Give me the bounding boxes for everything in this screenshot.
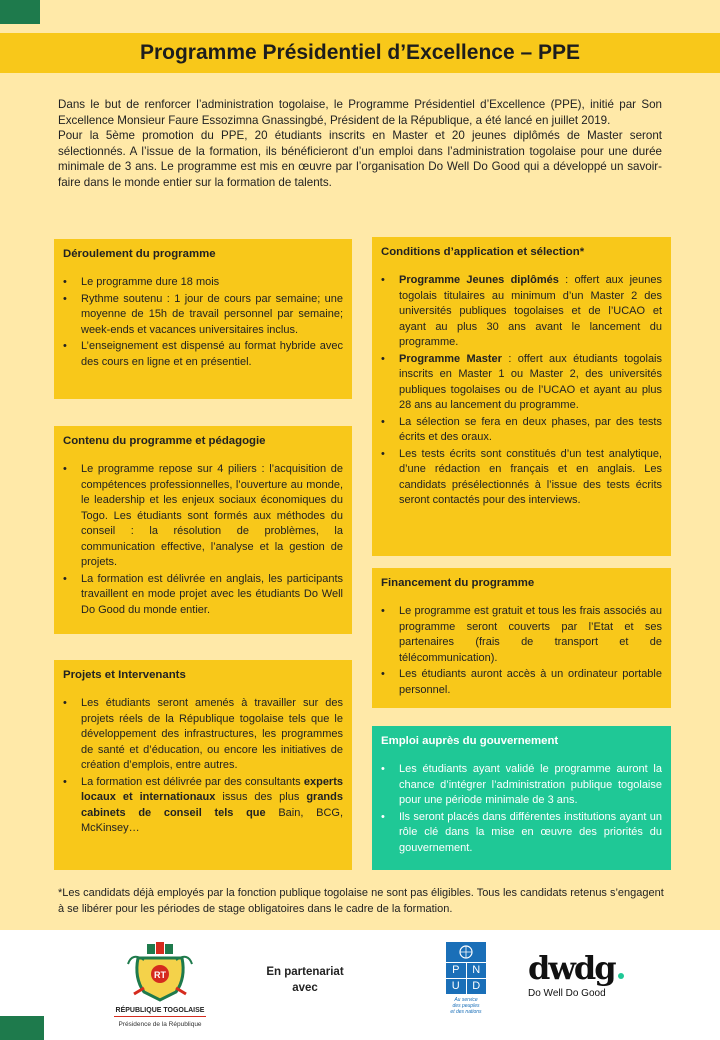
list-item-text: : offert aux étudiants togolais inscrits en Master 1 ou Master 2, des universités publiques togolaises ou de l’UCAO et ayant au plus 28 ans au lancement du programme. xyxy=(399,352,663,411)
undp-letter: U xyxy=(446,979,466,994)
intro-paragraph-2: Pour la 5ème promotion du PPE, 20 étudiants inscrits en Master et 20 jeunes diplômés de Master seront sélectionnés. A l’issue de la formation, ils bénéficieront d’un emploi dans l’administration togolaise pour une durée minimale de 3 ans. Le programme est mis en œuvre par l’organisation Do Well Do Good qui a développé un savoir-faire dans le monde entier sur la formation de talents. xyxy=(58,129,662,189)
bullet-list xyxy=(63,462,343,618)
undp-tagline: Au service xyxy=(454,997,478,1003)
page-title: Programme Présidentiel d’Excellence – PPE xyxy=(0,33,720,73)
list-item: • Les étudiants seront amenés à travailler sur des projets réels de la République togolaise tels que le développement des infrastructures, les programmes de santé et d’éducation, ou encore les initiatives de création d’emplois, entre autres. xyxy=(81,696,343,774)
partnership-text xyxy=(262,964,348,996)
list-item: • Le programme est gratuit et tous les frais associés au programme seront couverts par l’Etat et ses partenaires (frais de transport et de télécommunication). xyxy=(399,604,662,666)
intro-text xyxy=(58,97,662,190)
rt-name: RÉPUBLIQUE TOGOLAISE xyxy=(114,1007,206,1017)
section-title: Conditions d’application et sélection* xyxy=(381,246,585,258)
list-item: • Ils seront placés dans différentes institutions ayant un rôle clé dans la mise en œuvre des priorités du gouvernement. xyxy=(399,810,662,857)
list-item xyxy=(399,273,662,351)
dwdg-dot-icon xyxy=(618,973,624,979)
dwdg-name: Do Well Do Good xyxy=(528,988,606,999)
bullet-list xyxy=(63,696,343,837)
intro-paragraph-1: Dans le but de renforcer l’administration togolaise, le Programme Présidentiel d’Excellence (PPE), initié par Son Excellence Monsieur Faure Essozimna Gnassingbé, Président de la République, a été lancé en juillet 2019. xyxy=(58,98,662,127)
section-title: Contenu du programme et pédagogie xyxy=(63,435,266,447)
rt-subtitle: Présidence de la République xyxy=(118,1021,202,1028)
list-item-text: Bain, BCG, McKinsey… xyxy=(81,806,344,834)
coat-of-arms-icon xyxy=(114,938,206,1004)
section-title: Projets et Intervenants xyxy=(63,669,186,681)
undp-letter: P xyxy=(446,963,466,978)
section-conditions xyxy=(372,237,671,556)
section-title: Emploi auprès du gouvernement xyxy=(381,735,559,747)
list-item: • La sélection se fera en deux phases, par des tests écrits et des oraux. xyxy=(399,415,662,446)
republique-togolaise-logo xyxy=(114,938,206,1026)
list-item: • Les tests écrits sont constitués d’un test analytique, d’une rédaction en français et en anglais. Les candidats présélectionnés à l’issue des tests écrits seront contactés pour des interviews. xyxy=(399,447,662,509)
list-item-bold: grands cabinets de conseil tels que xyxy=(81,791,343,819)
corner-accent-top xyxy=(0,0,40,24)
list-item-text: issus des plus xyxy=(215,791,307,803)
list-item: • L’enseignement est dispensé au format hybride avec des cours en ligne et en présentiel. xyxy=(81,339,343,370)
rt-badge-text: RT xyxy=(154,970,166,980)
bullet-list xyxy=(63,275,343,370)
partner-line-1: En partenariat xyxy=(266,966,344,978)
section-title: Déroulement du programme xyxy=(63,248,216,260)
section-financement xyxy=(372,568,671,708)
bullet-list xyxy=(381,273,662,509)
list-item-bold: Programme Master xyxy=(399,352,502,365)
corner-accent-bottom xyxy=(0,1016,44,1040)
list-item: • Le programme repose sur 4 piliers : l’acquisition de compétences professionnelles, l’ouverture au monde, le leadership et les enjeux sociaux économiques du Togo. Les étudiants sont formés aux méthodes du conseil : la résolution de problèmes, la communication effective, l’analyse et la gestion de projets. xyxy=(81,462,343,571)
footnote: *Les candidats déjà employés par la fonction publique togolaise ne sont pas éligibles. Tous les candidats retenus s’engagent à se libérer pour les périodes de stage obligatoires dans le cadre de la formation. xyxy=(58,887,664,915)
bullet-list xyxy=(381,604,662,698)
dwdg-wordmark: dwdg xyxy=(528,949,615,987)
section-projets xyxy=(54,660,352,870)
bullet-list xyxy=(381,762,662,856)
undp-tagline: et des nations xyxy=(450,1009,482,1015)
undp-emblem-icon xyxy=(446,942,486,962)
list-item xyxy=(399,352,662,414)
section-contenu xyxy=(54,426,352,634)
list-item-bold: experts locaux et internationaux xyxy=(81,775,343,803)
list-item-text: : offert aux jeunes togolais titulaires au minimum d’un Master 2 des universités publiques togolaises et de l’UCAO et ayant au plus 30 ans avant le lancement du programme. xyxy=(399,274,662,348)
section-title: Financement du programme xyxy=(381,577,535,589)
list-item: • Rythme soutenu : 1 jour de cours par semaine; une moyenne de 15h de travail personnel par semaine; week-ends et vacances universitaires inclus. xyxy=(81,292,343,339)
undp-letter: D xyxy=(467,979,487,994)
list-item-bold: Programme Jeunes diplômés xyxy=(399,274,559,286)
list-item: • Le programme dure 18 mois xyxy=(81,275,343,291)
list-item: • La formation est délivrée en anglais, les participants travaillent en mode projet avec les étudiants Do Well Do Good du monde entier. xyxy=(81,572,343,619)
list-item xyxy=(81,775,343,837)
section-emploi xyxy=(372,726,671,870)
partner-line-2: avec xyxy=(292,982,318,994)
undp-letter: N xyxy=(467,963,487,978)
pnud-logo xyxy=(446,942,486,1022)
list-item: • Les étudiants auront accès à un ordinateur portable personnel. xyxy=(399,667,662,698)
undp-tagline: des peuples xyxy=(452,1003,480,1009)
do-well-do-good-logo xyxy=(528,950,632,1010)
section-deroulement xyxy=(54,239,352,399)
list-item: • Les étudiants ayant validé le programme auront la chance d’intégrer l’administration publique togolaise pour une période minimale de 3 ans. xyxy=(399,762,662,809)
list-item-text: La formation est délivrée par des consultants xyxy=(81,775,304,788)
